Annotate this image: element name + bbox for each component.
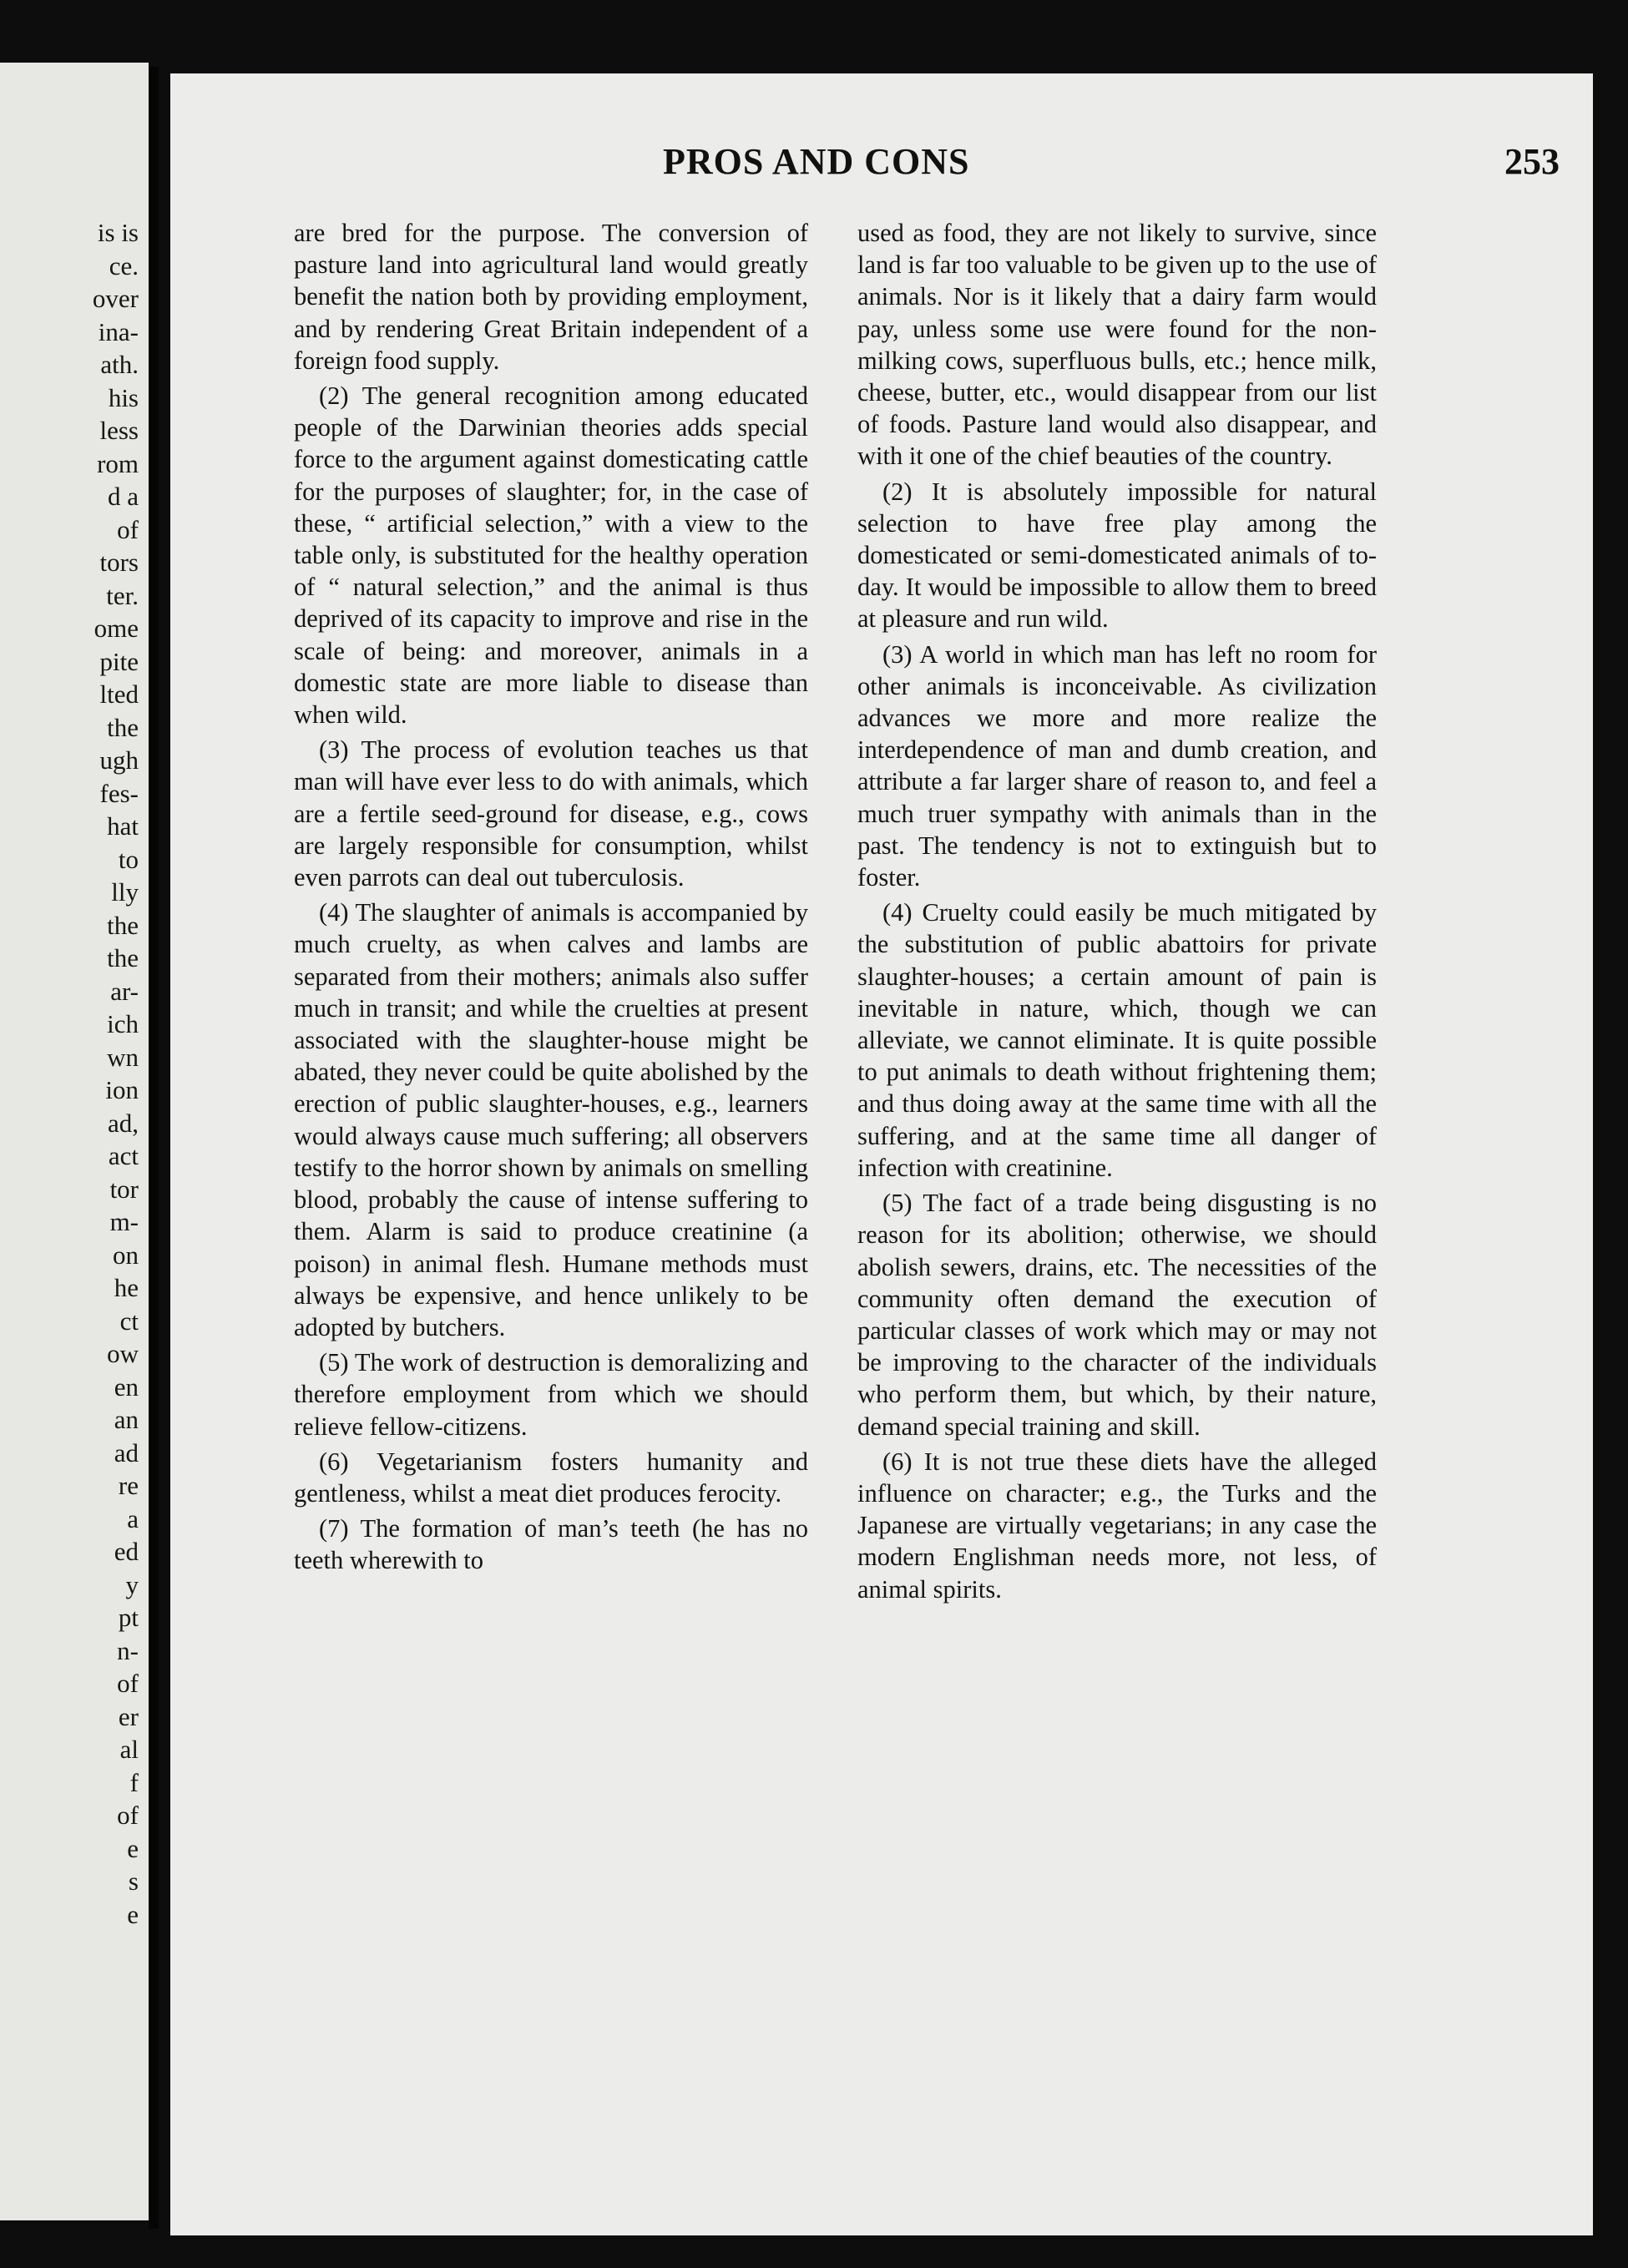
right-column [857, 217, 1377, 1605]
left-paragraph-4: (4) The slaughter of animals is accompanied by much cruelty, as when calves and lambs are separated from their mothers; animals also suffer much in transit; and while the cruelties at present associated with the slaughter-house might be abated, they never could be quite abolished by the erection of public slaughter-houses, e.g., learners would always cause much suffering; all observers testify to the horror shown by animals on smelling blood, probably the cause of intense suffering to them. Alarm is said to produce creatinine (a poison) in animal flesh. Humane methods must always be expensive, and hence unlikely to be adopted by butchers. [294, 898, 808, 1341]
previous-page-fragment: hat [107, 811, 139, 841]
left-paragraph-5: (5) The work of destruction is demoralizing and therefore employment from which we should relieve fellow-citizens. [294, 1348, 808, 1441]
previous-page-fragment: the [107, 943, 139, 972]
right-paragraph-1: used as food, they are not likely to survive, since land is far too valuable to be given up to the use of animals. Nor is it likely that a dairy farm would pay, unless some use were found for the non-milking cows, superfluous bulls, etc.; hence milk, cheese, butter, etc., would disappear from our list of foods. Pasture land would also disappear, and with it one of the chief beauties of the country. [857, 219, 1377, 471]
previous-page-fragment: to [118, 844, 139, 874]
previous-page-fragment: tors [99, 548, 139, 577]
running-head-title: PROS AND CONS [663, 141, 970, 182]
previous-page-fragment: over [92, 284, 139, 313]
running-head [170, 140, 1593, 190]
previous-page-fragment: ce. [109, 250, 139, 280]
previous-page-fragment: lly [111, 877, 139, 907]
left-paragraph-1: are bred for the purpose. The conversion of pasture land into agricultural land would greatly benefit the nation both by providing employment, and by rendering Great Britain independent of a foreign food supply. [294, 219, 808, 375]
previous-page-fragment: ad, [107, 1108, 139, 1138]
previous-page-fragment: is is [97, 218, 139, 247]
page-number: 253 [1504, 141, 1560, 182]
previous-page-fragment: of [117, 514, 139, 544]
previous-page-fragment: ter. [106, 580, 139, 610]
left-paragraph-7: (7) The formation of man’s teeth (he has no teeth wherewith to [294, 1514, 808, 1575]
left-paragraph-2: (2) The general recognition among educated people of the Darwinian theories adds special force to the argument against domesticating cattle for the purposes of slaughter; for, in the case of these, “ artificial selection,” with a view to the table only, is substituted for the healthy operation of “ natural selection,” and the animal is thus deprived of its capacity to improve and rise in the scale of being: and moreover, animals in a domestic state are more liable to disease than when wild. [294, 381, 808, 730]
previous-page-fragment: wn [107, 1042, 139, 1072]
book-page [170, 73, 1593, 2235]
right-paragraph-5: (5) The fact of a trade being disgusting is no reason for its abolition; otherwise, we should abolish sewers, drains, etc. The necessities of the community often demand the execution of particular classes of work which may or may not be improving to the character of the individuals who perform them, but which, by their nature, demand special training and skill. [857, 1189, 1377, 1441]
previous-page-fragment: ath. [100, 350, 139, 379]
previous-page-fragment: he [114, 1273, 139, 1302]
previous-page-fragment: er [118, 1701, 139, 1731]
left-paragraph-6: (6) Vegetarianism fosters humanity and gentleness, whilst a meat diet produces ferocity. [294, 1447, 808, 1508]
right-paragraph-4: (4) Cruelty could easily be much mitigated by the substitution of public abattoirs for private slaughter-houses; a certain amount of pain is inevitable in nature, which, though we can alleviate, we cannot eliminate. It is quite possible to put animals to death without frightening them; and thus doing away at the same time with all the suffering, and at the same time all danger of infection with creatinine. [857, 898, 1377, 1182]
previous-page-fragment: al [119, 1735, 139, 1764]
previous-page-fragment: less [99, 416, 139, 445]
previous-page-fragment: his [108, 382, 139, 412]
previous-page-fragment: m- [109, 1207, 139, 1236]
previous-page-fragment: tor [109, 1174, 139, 1204]
previous-page-fragment: pite [99, 646, 139, 676]
previous-page-edge [0, 63, 149, 2220]
previous-page-fragment: ugh [99, 745, 139, 775]
previous-page-fragment: on [113, 1240, 139, 1270]
previous-page-fragment: d a [107, 482, 139, 511]
right-paragraph-3: (3) A world in which man has left no room for other animals is inconceivable. As civilization advances we more and more realize the interdependence of man and dumb creation, and attribute a far larger share of reason to, and feel a much truer sympathy with animals than in the past. The tendency is not to extinguish but to foster. [857, 639, 1377, 892]
previous-page-fragment: of [117, 1669, 139, 1698]
previous-page-fragment: the [107, 910, 139, 940]
previous-page-fragment: f [129, 1767, 139, 1797]
right-paragraph-6: (6) It is not true these diets have the alleged influence on character; e.g., the Turks and the Japanese are virtually vegetarians; in any case the modern Englishman needs more, not less, of animal spirits. [857, 1447, 1377, 1604]
right-paragraph-2: (2) It is absolutely impossible for natural selection to have free play among the domesticated or semi-domesticated animals of to-day. It would be impossible to allow them to breed at pleasure and run wild. [857, 477, 1377, 634]
previous-page-fragment: an [114, 1405, 139, 1434]
previous-page-fragment: ina- [98, 316, 139, 346]
previous-page-fragment: ct [119, 1306, 139, 1336]
previous-page-fragment: lted [99, 679, 139, 709]
previous-page-fragment: ion [105, 1075, 139, 1104]
previous-page-fragment: ed [114, 1537, 139, 1566]
previous-page-fragment: the [107, 712, 139, 742]
previous-page-fragment: e [127, 1833, 139, 1863]
previous-page-fragment: rom [97, 448, 139, 478]
page-gutter [149, 67, 159, 2229]
previous-page-fragment: of [117, 1801, 139, 1830]
previous-page-fragment: re [118, 1471, 139, 1500]
previous-page-fragment: a [127, 1503, 139, 1533]
previous-page-fragment: en [114, 1371, 139, 1402]
previous-page-fragment: act [108, 1141, 139, 1170]
previous-page-fragment: e [127, 1899, 139, 1929]
left-column [294, 217, 808, 1577]
previous-page-fragment: s [128, 1866, 139, 1896]
previous-page-fragment: ome [94, 614, 139, 643]
previous-page-fragment: ar- [110, 976, 139, 1006]
previous-page-fragment: ad [114, 1437, 139, 1467]
previous-page-fragment: y [125, 1569, 139, 1599]
previous-page-fragment: ow [107, 1339, 139, 1368]
previous-page-fragment: n- [117, 1635, 139, 1665]
previous-page-fragment: ich [107, 1009, 139, 1038]
previous-page-fragment: pt [118, 1603, 139, 1632]
left-paragraph-3: (3) The process of evolution teaches us that man will have ever less to do with animals, which are a fertile seed-ground for disease, e.g., cows are largely responsible for consumption, whilst even parrots can deal out tuberculosis. [294, 735, 808, 892]
previous-page-fragment: fes- [99, 778, 139, 808]
